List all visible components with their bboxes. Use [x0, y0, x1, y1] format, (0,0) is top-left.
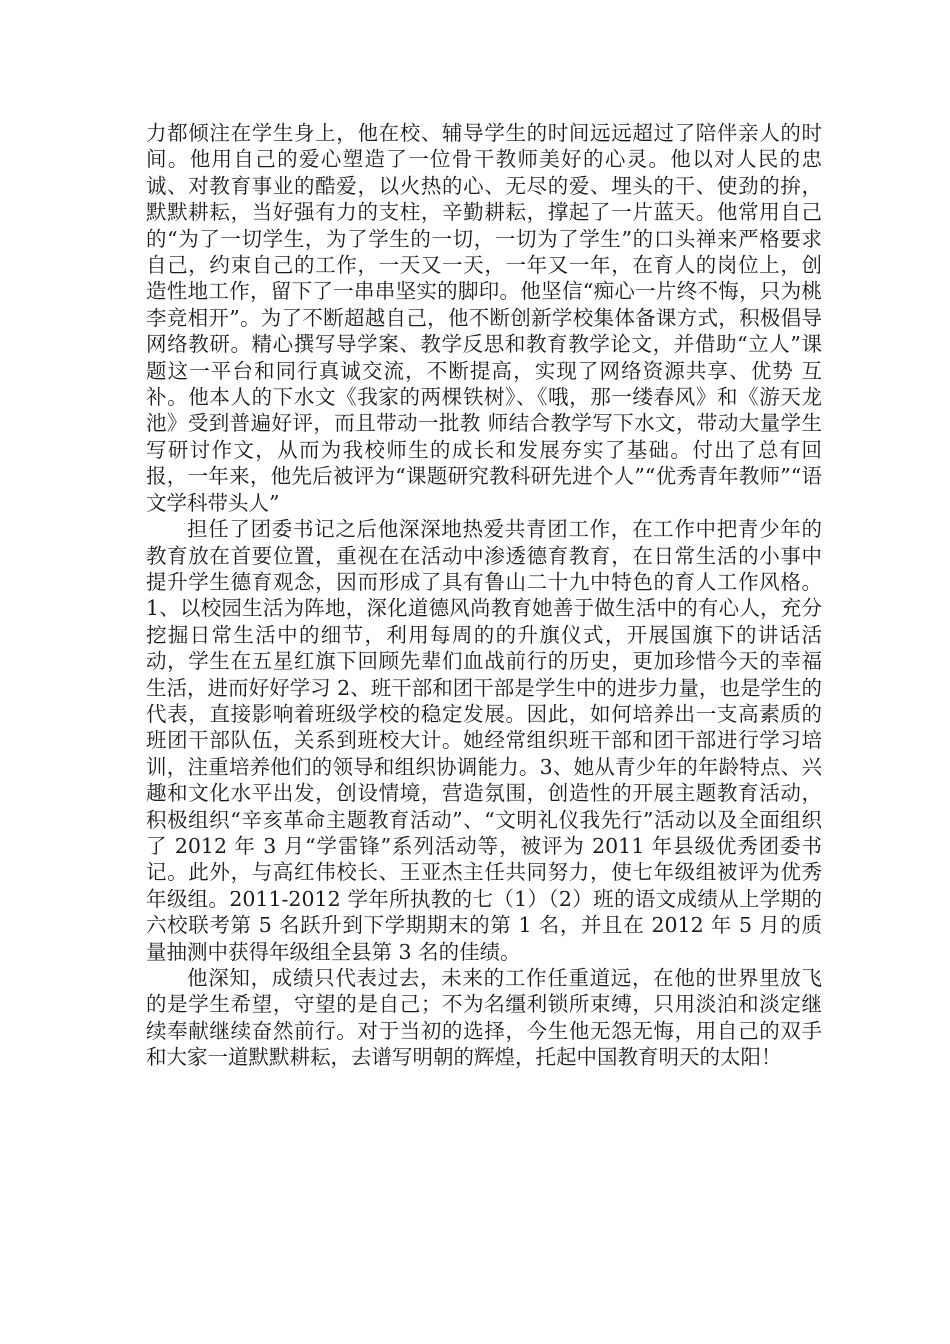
paragraph-2: 担任了团委书记之后他深深地热爱共青团工作，在工作中把青少年的教育放在首要位置，重视在在活动中渗透德育教育，在日常生活的小事中提升学生德育观念，因而形成了具有鲁山二十九中特色的育人工作风格。1、以校园生活为阵地，深化道德风尚教育她善于做生活中的有心人，充分挖掘日常生活中的细节，利用每周的的升旗仪式，开展国旗下的讲话活动，学生在五星红旗下回顾先辈们血战前行的历史，更加珍惜今天的幸福生活，进而好好学习 2、班干部和团干部是学生中的进步力量，也是学生的代表，直接影响着班级学校的稳定发展。因此，如何培养出一支高素质的班团干部队伍，关系到班校大计。她经常组织班干部和团干部进行学习培训，注重培养他们的领导和组织协调能力。3、她从青少年的年龄特点、兴趣和文化水平出发，创设情境，营造氛围，创造性的开展主题教育活动，积极组织“辛亥革命主题教育活动”、“文明礼仪我先行”活动以及全面组织了 2012 年 3 月“学雷锋”系列活动等，被评为 2011 年县级优秀团委书记。此外，与高红伟校长、王亚杰主任共同努力，使七年级组被评为优秀年级组。2011-2012 学年所执教的七（1）（2）班的语文成绩从上学期的六校联考第 5 名跃升到下学期期末的第 1 名，并且在 2012 年 5 月的质量抽测中获得年级组全县第 3 名的佳绩。 — [146, 517, 822, 964]
document-body — [146, 120, 822, 1071]
paragraph-1: 力都倾注在学生身上，他在校、辅导学生的时间远远超过了陪伴亲人的时间。他用自己的爱心塑造了一位骨干教师美好的心灵。他以对人民的忠诚、对教育事业的酷爱，以火热的心、无尽的爱、埋头的干、使劲的拚，默默耕耘，当好强有力的支柱，辛勤耕耘，撑起了一片蓝天。他常用自己的“为了一切学生，为了学生的一切，一切为了学生”的口头禅来严格要求自己，约束自己的工作，一天又一天，一年又一年，在育人的岗位上，创造性地工作，留下了一串串坚实的脚印。他坚信“痴心一片终不悔，只为桃李竞相开”。为了不断超越自己，他不断创新学校集体备课方式，积极倡导 网络教研。精心撰写导学案、教学反思和教育教学论文，并借助“立人”课题这一平台和同行真诚交流，不断提高，实现了网络资源共享、优势 互补。他本人的下水文《我家的两棵铁树》、《哦，那一缕春风》和《游天龙池》受到普遍好评，而且带动一批教 师结合教学写下水文，带动大量学生写研讨作文，从而为我校师生的成长和发展夯实了基础。付出了总有回报，一年来，他先后被评为“课题研究教科研先进个人”“优秀青年教师”“语文学科带头人” — [146, 121, 822, 515]
paragraph-3: 他深知，成绩只代表过去，未来的工作任重道远，在他的世界里放飞的是学生希望，守望的是自己；不为名缰利锁所束缚，只用淡泊和淡定继续奉献继续奋然前行。对于当初的选择，今生他无怨无悔，用自己的双手和大家一道默默耕耘，去谱写明朝的辉煌，托起中国教育明天的太阳！ — [146, 966, 822, 1070]
